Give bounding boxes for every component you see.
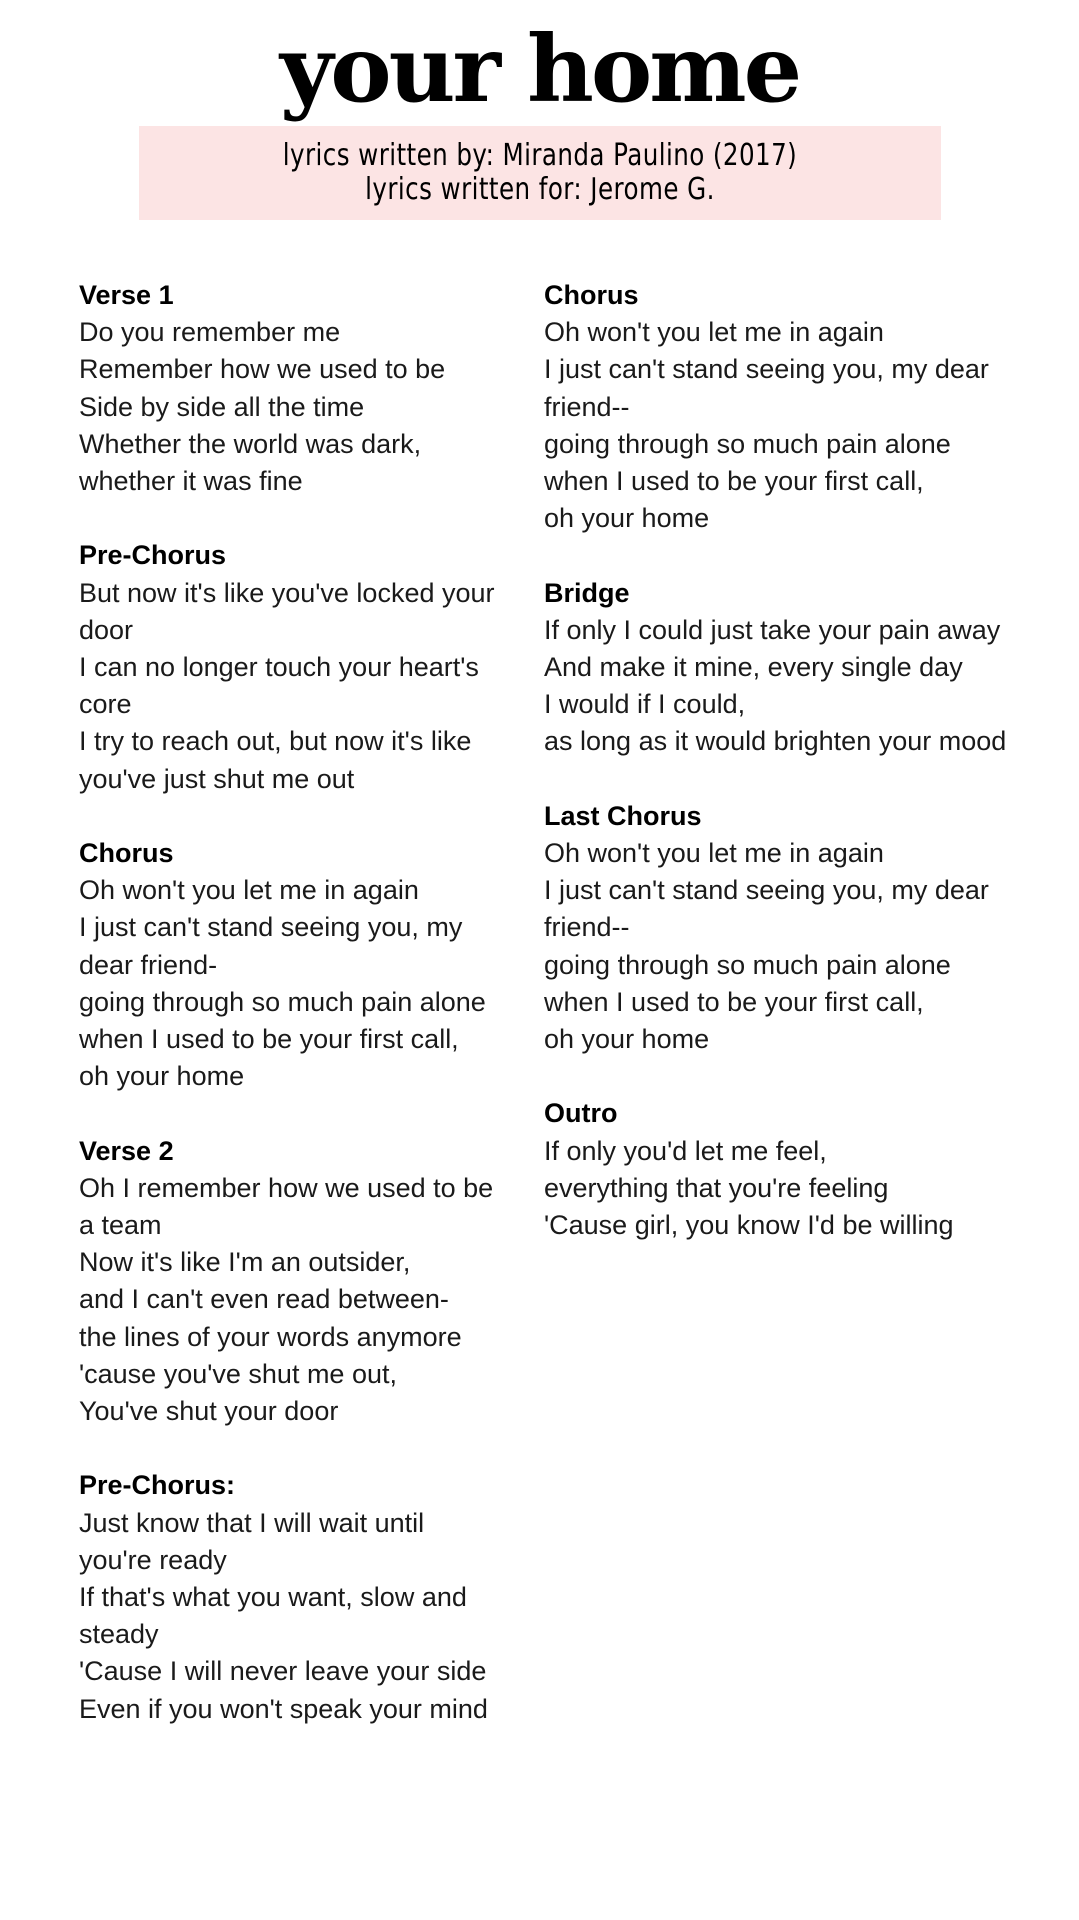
lyric-line: oh your home	[544, 503, 710, 534]
left-lyrics-column	[79, 277, 509, 1765]
lyric-line: Oh I remember how we used to be	[79, 1172, 494, 1203]
lyric-line: 'Cause girl, you know I'd be willing	[544, 1210, 954, 1241]
lyric-line: I just can't stand seeing you, my dear	[544, 354, 989, 385]
lyric-line: as long as it would brighten your mood	[544, 726, 1007, 757]
lyric-line: going through so much pain alone	[544, 428, 951, 459]
section-heading: Verse 1	[79, 280, 174, 310]
right-lyrics-column	[544, 277, 1024, 1281]
lyric-line: oh your home	[79, 1061, 245, 1092]
lyric-line: I try to reach out, but now it's like	[79, 726, 472, 757]
lyric-line: whether it was fine	[79, 466, 303, 497]
lyric-line: you're ready	[79, 1544, 227, 1575]
lyric-line: If only you'd let me feel,	[544, 1135, 827, 1166]
lyric-line: Remember how we used to be	[79, 354, 446, 385]
lyric-line: going through so much pain alone	[544, 949, 951, 980]
section-heading: Outro	[544, 1098, 618, 1129]
section-heading: Pre-Chorus	[79, 540, 227, 571]
lyric-line: 'cause you've shut me out,	[79, 1358, 397, 1389]
song-title: your home	[279, 15, 800, 123]
lyric-line: Oh won't you let me in again	[544, 838, 884, 869]
lyric-line: Oh won't you let me in again	[79, 875, 419, 906]
lyrics-section	[544, 798, 1024, 1058]
lyric-line: I just can't stand seeing you, my	[79, 912, 463, 943]
lyric-line: friend--	[544, 912, 630, 943]
lyrics-section	[79, 537, 509, 797]
lyric-line: Just know that I will wait until	[79, 1507, 425, 1538]
section-heading: Last Chorus	[544, 800, 702, 831]
lyric-line: friend--	[544, 391, 630, 422]
lyrics-section	[79, 1133, 509, 1431]
lyric-line: I just can't stand seeing you, my dear	[544, 875, 989, 906]
lyric-line: a team	[79, 1210, 162, 1241]
lyric-line: You've shut your door	[79, 1396, 339, 1427]
lyric-line: you've just shut me out	[79, 763, 355, 794]
lyrics-section	[79, 1467, 509, 1727]
lyric-line: when I used to be your first call,	[544, 466, 924, 497]
lyric-line: But now it's like you've locked your	[79, 577, 495, 608]
section-heading: Verse 2	[79, 1135, 174, 1166]
written-for-credit: lyrics written for: Jerome G.	[365, 172, 715, 207]
lyric-line: the lines of your words anymore	[79, 1321, 462, 1352]
section-heading: Chorus	[79, 838, 174, 869]
lyric-line: door	[79, 614, 134, 645]
lyric-line: Now it's like I'm an outsider,	[79, 1247, 411, 1278]
lyric-line: core	[79, 689, 132, 720]
lyric-line: 'Cause I will never leave your side	[79, 1656, 487, 1687]
lyric-line: Whether the world was dark,	[79, 428, 422, 459]
lyric-line: I would if I could,	[544, 689, 746, 720]
lyrics-section	[544, 277, 1024, 537]
section-heading: Pre-Chorus:	[79, 1470, 236, 1501]
written-by-credit: lyrics written by: Miranda Paulino (2017)	[282, 138, 798, 173]
lyrics-section	[79, 277, 509, 500]
lyric-line: I can no longer touch your heart's	[79, 652, 479, 683]
lyrics-section	[544, 1095, 1024, 1244]
lyric-line: And make it mine, every single day	[544, 652, 963, 683]
lyrics-section	[544, 575, 1024, 761]
lyric-line: oh your home	[544, 1024, 710, 1055]
lyric-line: going through so much pain alone	[79, 986, 486, 1017]
lyric-line: everything that you're feeling	[544, 1172, 889, 1203]
section-heading: Bridge	[544, 577, 630, 608]
lyric-line: Oh won't you let me in again	[544, 317, 884, 348]
section-heading: Chorus	[544, 280, 639, 310]
lyric-line: and I can't even read between-	[79, 1284, 449, 1315]
lyric-line: Side by side all the time	[79, 391, 365, 422]
lyric-line: If only I could just take your pain away	[544, 614, 1001, 645]
lyric-line: steady	[79, 1619, 159, 1650]
lyric-line: Do you remember me	[79, 317, 341, 348]
lyric-line: when I used to be your first call,	[79, 1024, 459, 1055]
credits-banner	[139, 126, 941, 220]
lyric-line: dear friend-	[79, 949, 218, 980]
lyrics-section	[79, 835, 509, 1095]
lyric-line: Even if you won't speak your mind	[79, 1693, 488, 1724]
lyric-line: If that's what you want, slow and	[79, 1582, 467, 1613]
lyric-line: when I used to be your first call,	[544, 986, 924, 1017]
